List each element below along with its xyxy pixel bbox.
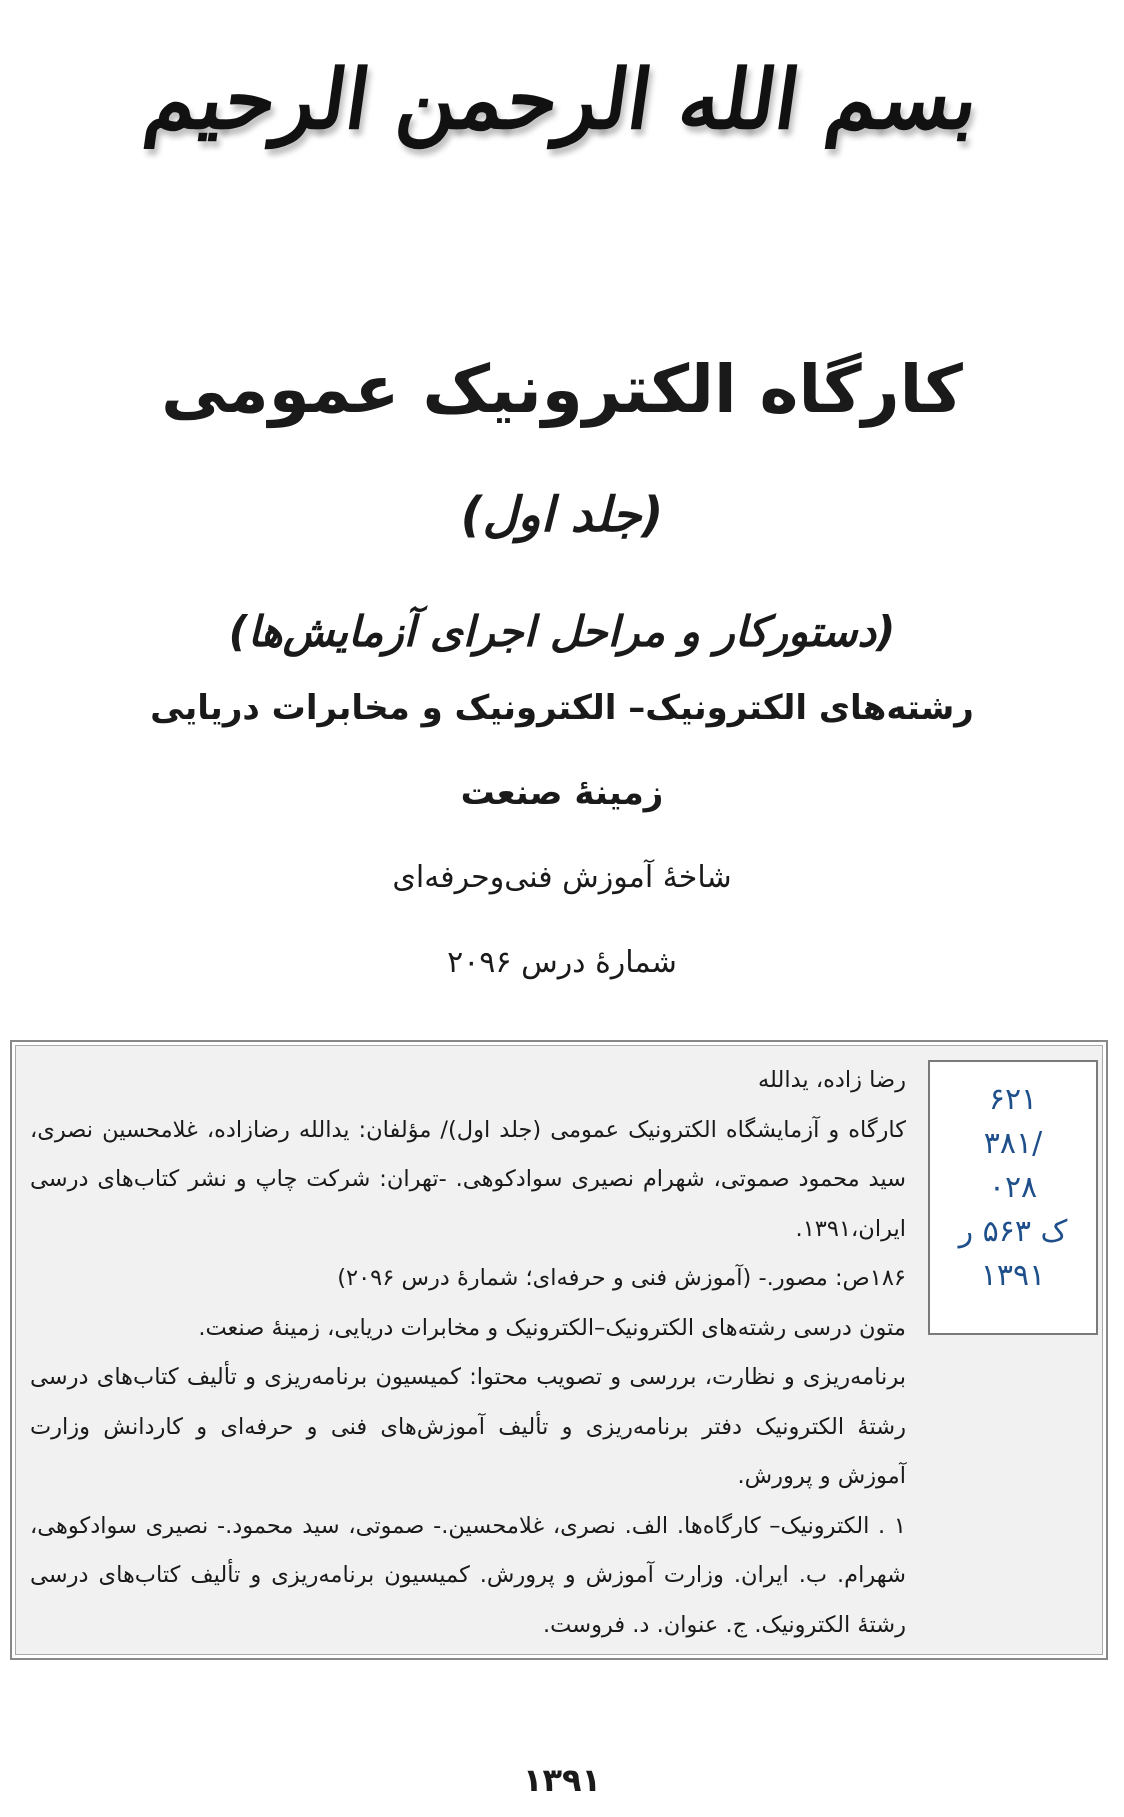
fields-label: رشته‌های الکترونیک– الکترونیک و مخابرات دریایی — [150, 688, 974, 728]
catalog-entry-title: کارگاه و آزمایشگاه الکترونیک عمومی (جلد اول)/ مؤلفان: یدالله رضازاده، غلامحسین نصری، سید محمود صموتی، شهرام نصیری سوادکوهی. -تهران: شرکت چاپ و نشر کتاب‌های درسی ایران،۱۳۹۱. — [30, 1116, 906, 1242]
basmala-calligraphy: بسم الله الرحمن الرحیم — [139, 52, 985, 148]
call-number-box — [928, 1060, 1098, 1335]
call-number-line: ۶۲۱ — [988, 1082, 1038, 1117]
book-title: کارگاه الکترونیک عمومی — [161, 351, 963, 428]
catalog-card — [10, 1040, 1108, 1660]
catalog-entry-planning: برنامه‌ریزی و نظارت، بررسی و تصویب محتوا: کمیسیون برنامه‌ریزی و تألیف کتاب‌های درسی رشتهٔ الکترونیک دفتر برنامه‌ریزی و تألیف آموزش‌های فنی و حرفه‌ای و کاردانش وزارت آموزش و پرورش. — [30, 1364, 906, 1489]
volume-label: (جلد اول) — [460, 487, 664, 543]
catalog-entry-index: ۱ . الکترونیک– کارگاه‌ها. الف. نصری، غلامحسین.- صموتی، سید محمود.- نصیری سوادکوهی، شهرام. ب. ایران. وزارت آموزش و پرورش. کمیسیون برنامه‌ریزی و تألیف کتاب‌های درسی رشتهٔ الکترونیک. ج. عنوان. د. فروست. — [30, 1512, 906, 1638]
book-subtitle: (دستورکار و مراحل اجرای آزمایش‌ها) — [228, 607, 896, 656]
course-number: شمارهٔ درس ۲۰۹۶ — [447, 945, 677, 980]
catalog-entry-subject: متون درسی رشته‌های الکترونیک–الکترونیک و مخابرات دریایی، زمینهٔ صنعت. — [198, 1314, 906, 1341]
catalog-text — [30, 1056, 906, 1650]
publication-year: ۱۳۹۱ — [522, 1761, 602, 1799]
call-number-line: ۰۲۸ — [988, 1170, 1038, 1205]
catalog-entry-author: رضا زاده، یدالله — [757, 1067, 906, 1093]
call-number-line: ۱۳۹۱ — [980, 1258, 1046, 1293]
call-number-line: ک ۵۶۳ ر — [958, 1214, 1068, 1249]
zone-label: زمینهٔ صنعت — [460, 773, 664, 813]
call-number-line: /۳۸۱ — [983, 1126, 1043, 1161]
branch-label: شاخهٔ آموزش فنی‌وحرفه‌ای — [392, 860, 732, 895]
catalog-entry-pages: ۱۸۶ص: مصور.- (آموزش فنی و حرفه‌ای؛ شمارهٔ درس ۲۰۹۶) — [337, 1265, 906, 1291]
